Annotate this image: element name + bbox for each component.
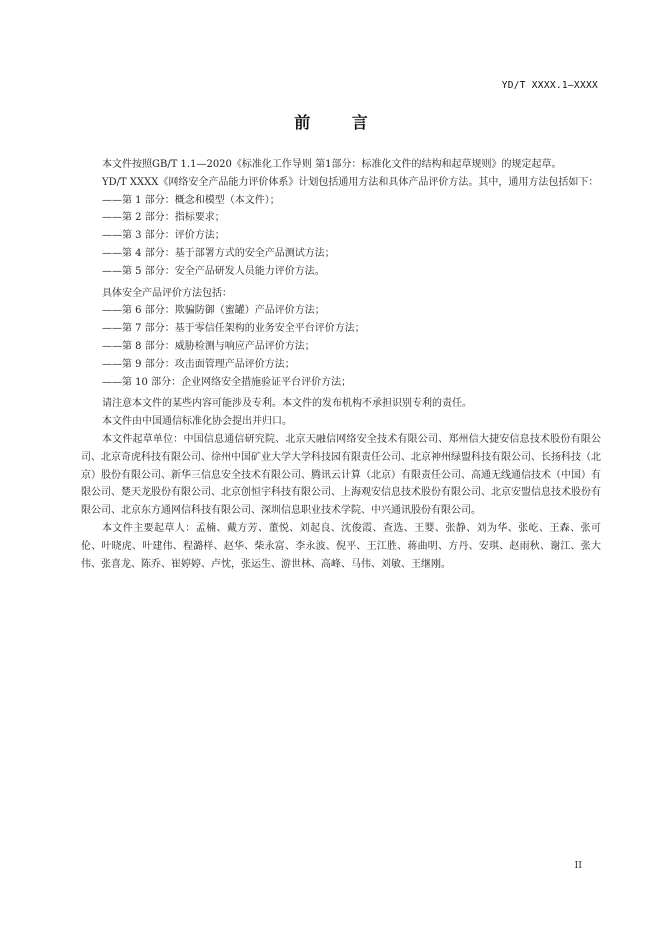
paragraph-series-intro: YD/T XXXX《网络安全产品能力评价体系》计划包括通用方法和具体产品评价方法。其中，通用方法包括如下： <box>102 176 599 188</box>
paragraph-drafting-units: 本文件起草单位：中国信息通信研究院、北京天融信网络安全技术有限公司、郑州信大捷安信息技术股份有限公司、北京奇虎科技有限公司、徐州中国矿业大学大学科技园有限责任公司、北京神州绿盟科技有限公司、长扬科技（北京）股份有限公司、新华三信息安全技术有限公司、腾讯云计算（北京）有限责任公司、高通无线通信技术（中国）有限公司、楚天龙股份有限公司、北京创恒宇科技有限公司、上海观安信息技术股份有限公司、北京安盟信息技术股份有限公司、北京东方通网信科技有限公司、深圳信息职业技术学院、中兴通讯股份有限公司。 <box>81 433 601 517</box>
paragraph-drafters: 本文件主要起草人：孟楠、戴方芳、董悦、刘起良、沈俊霞、查选、王婴、张静、刘为华、张屹、王森、张可伦、叶晓虎、叶建伟、程潞样、赵华、柴永富、李永波、倪平、王江胜、蒋曲明、方丹、安琪、赵雨秋、谢江、张大伟、张喜龙、陈乔、崔婷婷、卢忱，张运生、游世林、高峰、马伟、刘敏、王继刚。 <box>81 522 601 570</box>
paragraph-specific-intro: 具体安全产品评价方法包括： <box>102 287 232 299</box>
list-item: ——第 8 部分：威胁检测与响应产品评价方法； <box>102 340 315 352</box>
list-item: ——第 2 部分：指标要求； <box>102 212 225 224</box>
list-item: ——第 3 部分：评价方法； <box>102 230 225 242</box>
paragraph-proposer: 本文件由中国通信标准化协会提出并归口。 <box>102 416 292 428</box>
list-item: ——第 5 部分：安全产品研发人员能力评价方法。 <box>102 265 325 277</box>
page-number: II <box>574 860 582 871</box>
page-title: 前 言 <box>294 113 386 132</box>
list-item: ——第 1 部分：概念和模型（本文件）； <box>102 194 280 206</box>
list-item: ——第 7 部分：基于零信任架构的业务安全平台评价方法； <box>102 323 365 335</box>
list-item: ——第 9 部分：攻击面管理产品评价方法； <box>102 358 295 370</box>
paragraph-drafting-basis: 本文件按照GB/T 1.1—2020《标准化工作导则 第1部分：标准化文件的结构和起草规则》的规定起草。 <box>102 159 562 170</box>
list-item: ——第 4 部分：基于部署方式的安全产品测试方法； <box>102 247 335 259</box>
document-code: YD/T XXXX.1—XXXX <box>501 80 598 91</box>
list-item: ——第 6 部分：欺骗防御（蜜罐）产品评价方法； <box>102 305 325 317</box>
list-item: ——第 10 部分：企业网络安全措施验证平台评价方法； <box>102 376 352 388</box>
paragraph-patent-notice: 请注意本文件的某些内容可能涉及专利。本文件的发布机构不承担识别专利的责任。 <box>102 398 472 410</box>
document-body <box>81 156 601 573</box>
